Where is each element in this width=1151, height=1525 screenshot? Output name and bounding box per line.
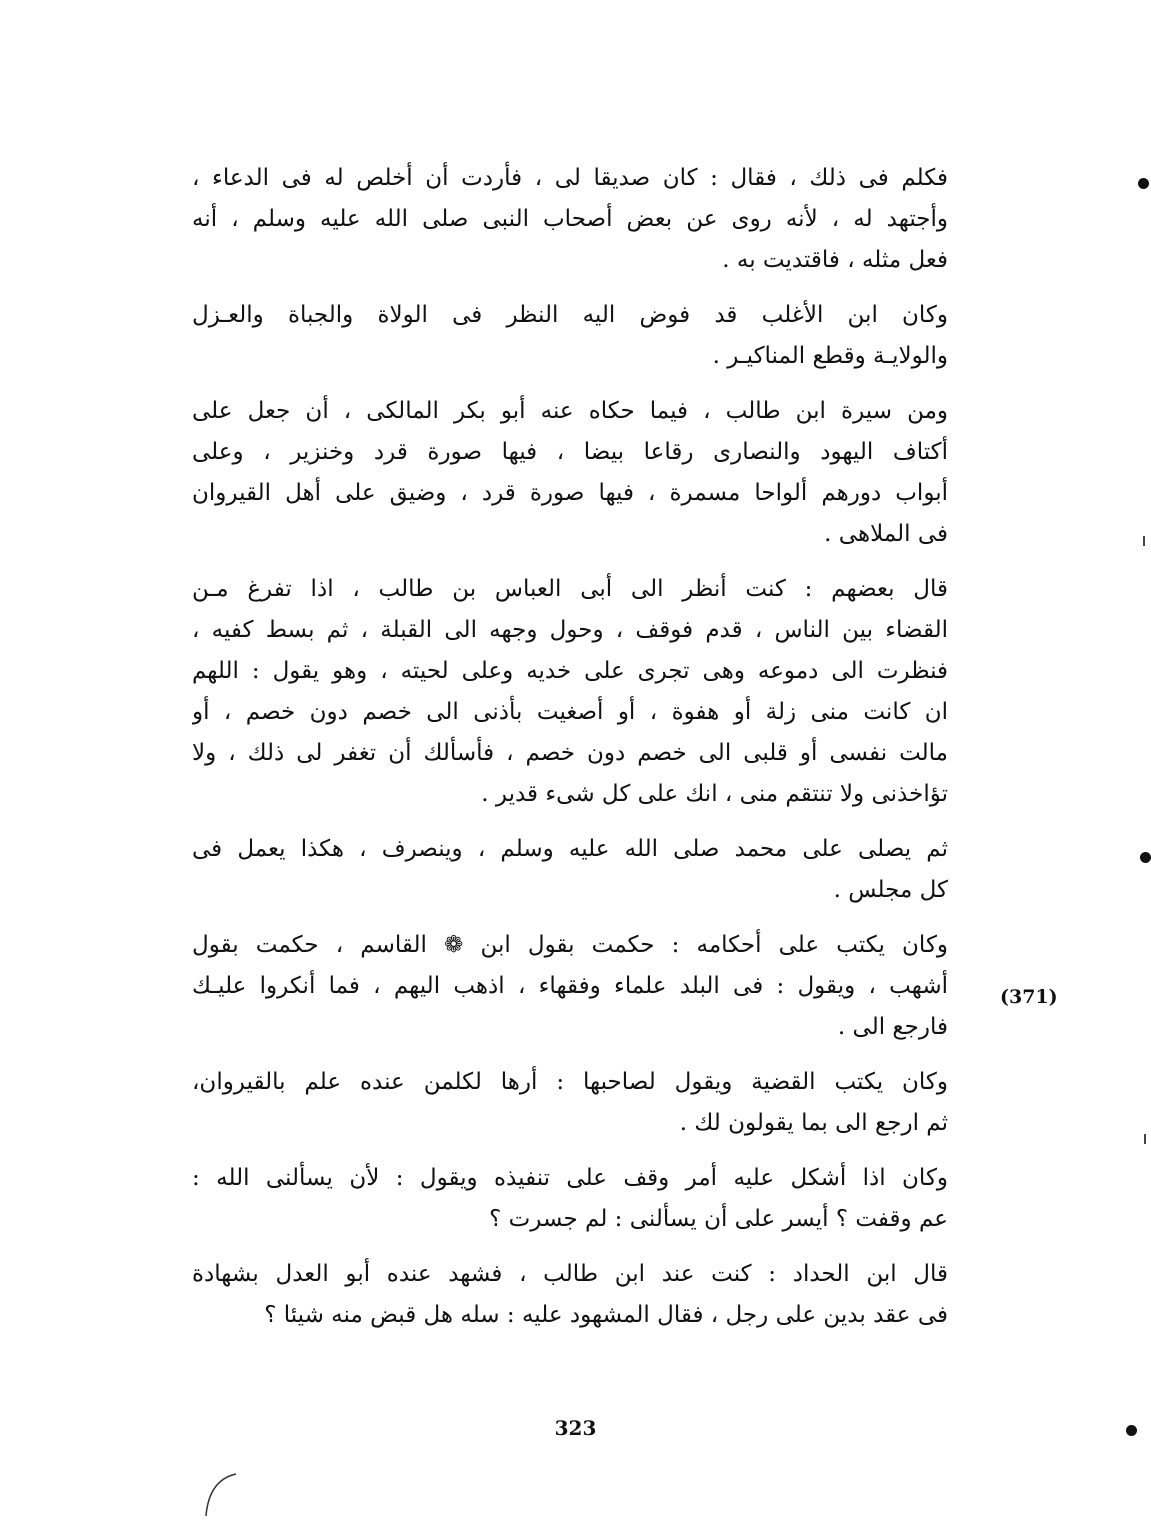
text-line: ان كانت منى زلة أو هفوة ، أو أصغيت بأذنى الى خصم دون خصم ، أو: [192, 699, 948, 725]
paragraph: [192, 829, 948, 911]
paragraph: [192, 569, 948, 815]
paragraph: [192, 1254, 948, 1336]
scan-dot-mark: [1126, 1425, 1137, 1436]
text-line: مالت نفسى أو قلبى الى خصم دون خصم ، فأسألك أن تغفر لى ذلك ، ولا: [192, 740, 948, 766]
main-text: [192, 158, 948, 1350]
text-line: قال بعضهم : كنت أنظر الى أبى العباس بن طالب ، اذا تفرغ مـن: [192, 576, 948, 602]
text-line: أشهب ، ويقول : فى البلد علماء وفقهاء ، اذهب اليهم ، فما أنكروا عليـك: [192, 973, 948, 999]
text-line: قال ابن الحداد : كنت عند ابن طالب ، فشهد عنده أبو العدل بشهادة: [192, 1261, 948, 1287]
text-line: القضاء بين الناس ، قدم فوقف ، وحول وجهه الى القبلة ، ثم بسط كفيه ،: [192, 617, 948, 643]
scan-dot-mark: [1140, 852, 1151, 863]
text-line: فعل مثله ، فاقتديت به .: [722, 247, 948, 273]
paragraph: [192, 391, 948, 555]
text-line: أكتاف اليهود والنصارى رقاعا بيضا ، فيها صورة قرد وخنزير ، وعلى: [192, 439, 948, 465]
page-number: 323: [554, 1416, 597, 1440]
text-line: وكان ابن الأغلب قد فوض اليه النظر فى الولاة والجباة والعـزل: [192, 302, 948, 328]
text-line: فى عقد بدين على رجل ، فقال المشهود عليه : سله هل قبض منه شيئا ؟: [264, 1302, 948, 1328]
text-line: تؤاخذنى ولا تنتقم منى ، انك على كل شىء قدير .: [481, 781, 948, 807]
scan-dot-mark: [1138, 178, 1149, 189]
paragraph: [192, 295, 948, 377]
text-line: فكلم فى ذلك ، فقال : كان صديقا لى ، فأردت أن أخلص له فى الدعاء ،: [192, 165, 948, 191]
paragraph: [192, 1062, 948, 1144]
scan-tick-mark: [1143, 536, 1145, 546]
text-line: وكان اذا أشكل عليه أمر وقف على تنفيذه ويقول : لأن يسألنى الله :: [192, 1165, 948, 1191]
text-line: فنظرت الى دموعه وهى تجرى على خديه وعلى لحيته ، وهو يقول : اللهم: [192, 658, 948, 684]
text-line: وكان يكتب القضية ويقول لصاحبها : أرها لكلمن عنده علم بالقيروان،: [192, 1069, 948, 1095]
text-line: ثم ارجع الى بما يقولون لك .: [679, 1110, 948, 1136]
text-line: أبواب دورهم ألواحا مسمرة ، فيها صورة قرد ، وضيق على أهل القيروان: [192, 480, 948, 506]
text-line: ومن سيرة ابن طالب ، فيما حكاه عنه أبو بكر المالكى ، أن جعل على: [192, 398, 948, 424]
text-line: وكان يكتب على أحكامه : حكمت بقول ابن ❁ القاسم ، حكمت بقول: [192, 932, 948, 958]
text-line: كل مجلس .: [833, 877, 948, 903]
scan-tick-mark: [1144, 1134, 1146, 1144]
text-line: عم وقفت ؟ أيسر على أن يسألنى : لم جسرت ؟: [489, 1206, 948, 1232]
text-line: وأجتهد له ، لأنه روى عن بعض أصحاب النبى صلى الله عليه وسلم ، أنه: [192, 206, 948, 232]
text-line: والولايـة وقطع المناكيـر .: [712, 343, 948, 369]
margin-reference: (371): [1000, 986, 1058, 1008]
paragraph: [192, 1158, 948, 1240]
scan-curve-mark: [200, 1470, 240, 1520]
text-line: فى الملاهى .: [824, 521, 948, 547]
text-line: ثم يصلى على محمد صلى الله عليه وسلم ، وينصرف ، هكذا يعمل فى: [192, 836, 948, 862]
text-line: فارجع الى .: [837, 1014, 948, 1040]
paragraph: [192, 925, 948, 1048]
paragraph: [192, 158, 948, 281]
